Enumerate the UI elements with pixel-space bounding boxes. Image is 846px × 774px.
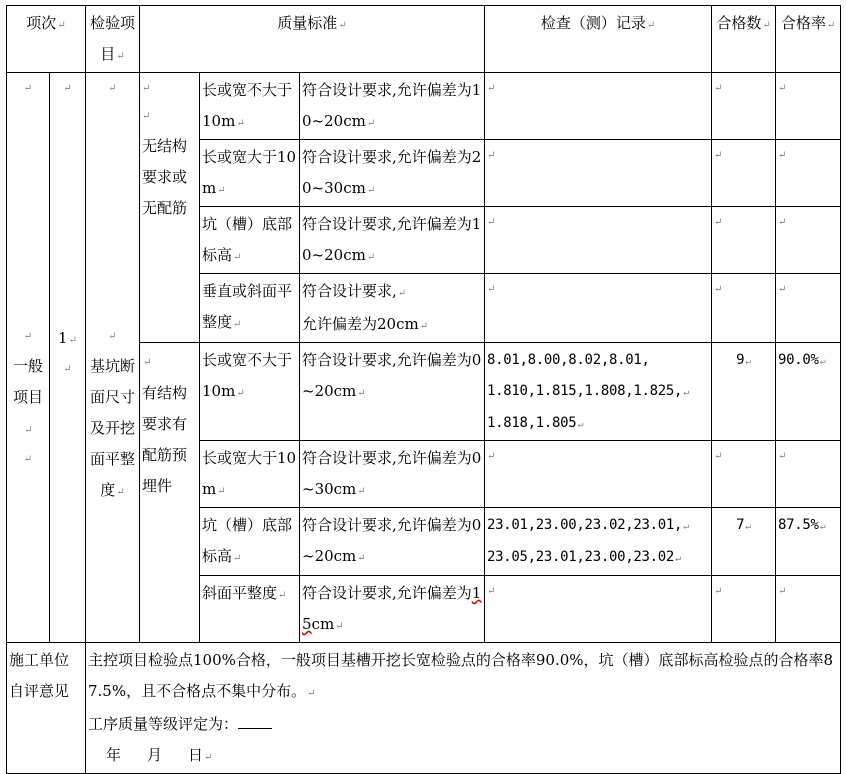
- row-rate: ↵: [776, 441, 841, 508]
- grade-blank: [238, 710, 272, 729]
- footer-label: 施工单位自评意见: [7, 643, 86, 774]
- row-standard: 符合设计要求,允许偏差为0~20cm↵: [300, 343, 485, 441]
- row-standard: 符合设计要求,允许偏差为15cm↵: [300, 576, 485, 643]
- date-line: 年 月 日↵: [106, 746, 213, 764]
- row-record: ↵: [485, 73, 712, 140]
- row-record: ↵: [485, 441, 712, 508]
- header-qualified-count: 合格数↵: [712, 6, 776, 73]
- row-rate: ↵: [776, 140, 841, 207]
- row-count: ↵: [712, 274, 776, 343]
- group-1-label: 无结构要求或无配筋: [142, 137, 188, 217]
- inspection-form-table: [6, 5, 841, 774]
- row-item: 长或宽大于10m↵: [200, 441, 300, 508]
- row-rate: ↵: [776, 274, 841, 343]
- number-cell: ↵ 1↵ ↵: [50, 73, 86, 643]
- footer-opinion-cell: [86, 643, 841, 774]
- row-rate: 87.5%↵: [776, 508, 841, 576]
- inspection-item-cell: ↵ ↵ 基坑断面尺寸及开挖面平整度↵: [86, 73, 140, 643]
- row-item: 长或宽大于10m↵: [200, 140, 300, 207]
- row-rate: ↵: [776, 576, 841, 643]
- row-rate: ↵: [776, 207, 841, 274]
- row-standard: 符合设计要求,允许偏差为10~20cm↵: [300, 73, 485, 140]
- row-item: 斜面平整度↵: [200, 576, 300, 643]
- footer-row: [7, 643, 841, 774]
- header-row: [7, 6, 841, 73]
- row-standard: 符合设计要求,↵ 允许偏差为20cm↵: [300, 274, 485, 343]
- row-count: ↵: [712, 207, 776, 274]
- group-2-label: 有结构要求有配筋预埋件: [142, 384, 188, 495]
- header-inspection-item: 检验项目↵: [86, 6, 140, 73]
- category-cell: ↵ ↵ 一般项目↵ ↵: [7, 73, 50, 643]
- row-item: 坑（槽）底部标高↵: [200, 207, 300, 274]
- footer-opinion: 主控项目检验点100%合格，一般项目基槽开挖长宽检验点的合格率90.0%，坑（槽）底部标高检验点的合格率87.5%，且不合格点不集中分布。↵: [88, 651, 834, 700]
- row-standard: 符合设计要求,允许偏差为0~30cm↵: [300, 441, 485, 508]
- row-item: 垂直或斜面平整度↵: [200, 274, 300, 343]
- row-count: ↵: [712, 140, 776, 207]
- row-count: ↵: [712, 441, 776, 508]
- header-quality-standard: 质量标准↵: [140, 6, 485, 73]
- row-standard: 符合设计要求,允许偏差为20~30cm↵: [300, 140, 485, 207]
- row-record: 23.01,23.00,23.02,23.01,↵ 23.05,23.01,23.00,23.02↵: [485, 508, 712, 576]
- header-pass-rate: 合格率↵: [776, 6, 841, 73]
- header-item-no: 项次↵: [7, 6, 86, 73]
- row-count: 7↵: [712, 508, 776, 576]
- grade-line: 工序质量等级评定为：: [88, 709, 838, 740]
- row-standard: 符合设计要求,允许偏差为10~20cm↵: [300, 207, 485, 274]
- row-record: ↵: [485, 576, 712, 643]
- row-count: 9↵: [712, 343, 776, 441]
- row-item: 坑（槽）底部标高↵: [200, 508, 300, 576]
- row-count: ↵: [712, 73, 776, 140]
- row-record: ↵: [485, 207, 712, 274]
- header-record: 检查（测）记录↵: [485, 6, 712, 73]
- row-item: 长或宽不大于10m↵: [200, 73, 300, 140]
- row-standard: 符合设计要求,允许偏差为0~20cm↵: [300, 508, 485, 576]
- row-count: ↵: [712, 576, 776, 643]
- group-2-cell: ↵ 有结构要求有配筋预埋件: [140, 343, 200, 643]
- table-row: [7, 73, 841, 140]
- row-record: 8.01,8.00,8.02,8.01, 1.810,1.815,1.808,1.825,↵ 1.818,1.805↵: [485, 343, 712, 441]
- category-label: 一般项目: [12, 357, 43, 406]
- row-rate: 90.0%↵: [776, 343, 841, 441]
- row-rate: ↵: [776, 73, 841, 140]
- row-item: 长或宽不大于10m↵: [200, 343, 300, 441]
- group-1-cell: ↵ ↵ 无结构要求或无配筋: [140, 73, 200, 343]
- item-number: 1: [58, 329, 68, 347]
- row-record: ↵: [485, 274, 712, 343]
- row-record: ↵: [485, 140, 712, 207]
- inspection-item-label: 基坑断面尺寸及开挖面平整度: [89, 357, 135, 499]
